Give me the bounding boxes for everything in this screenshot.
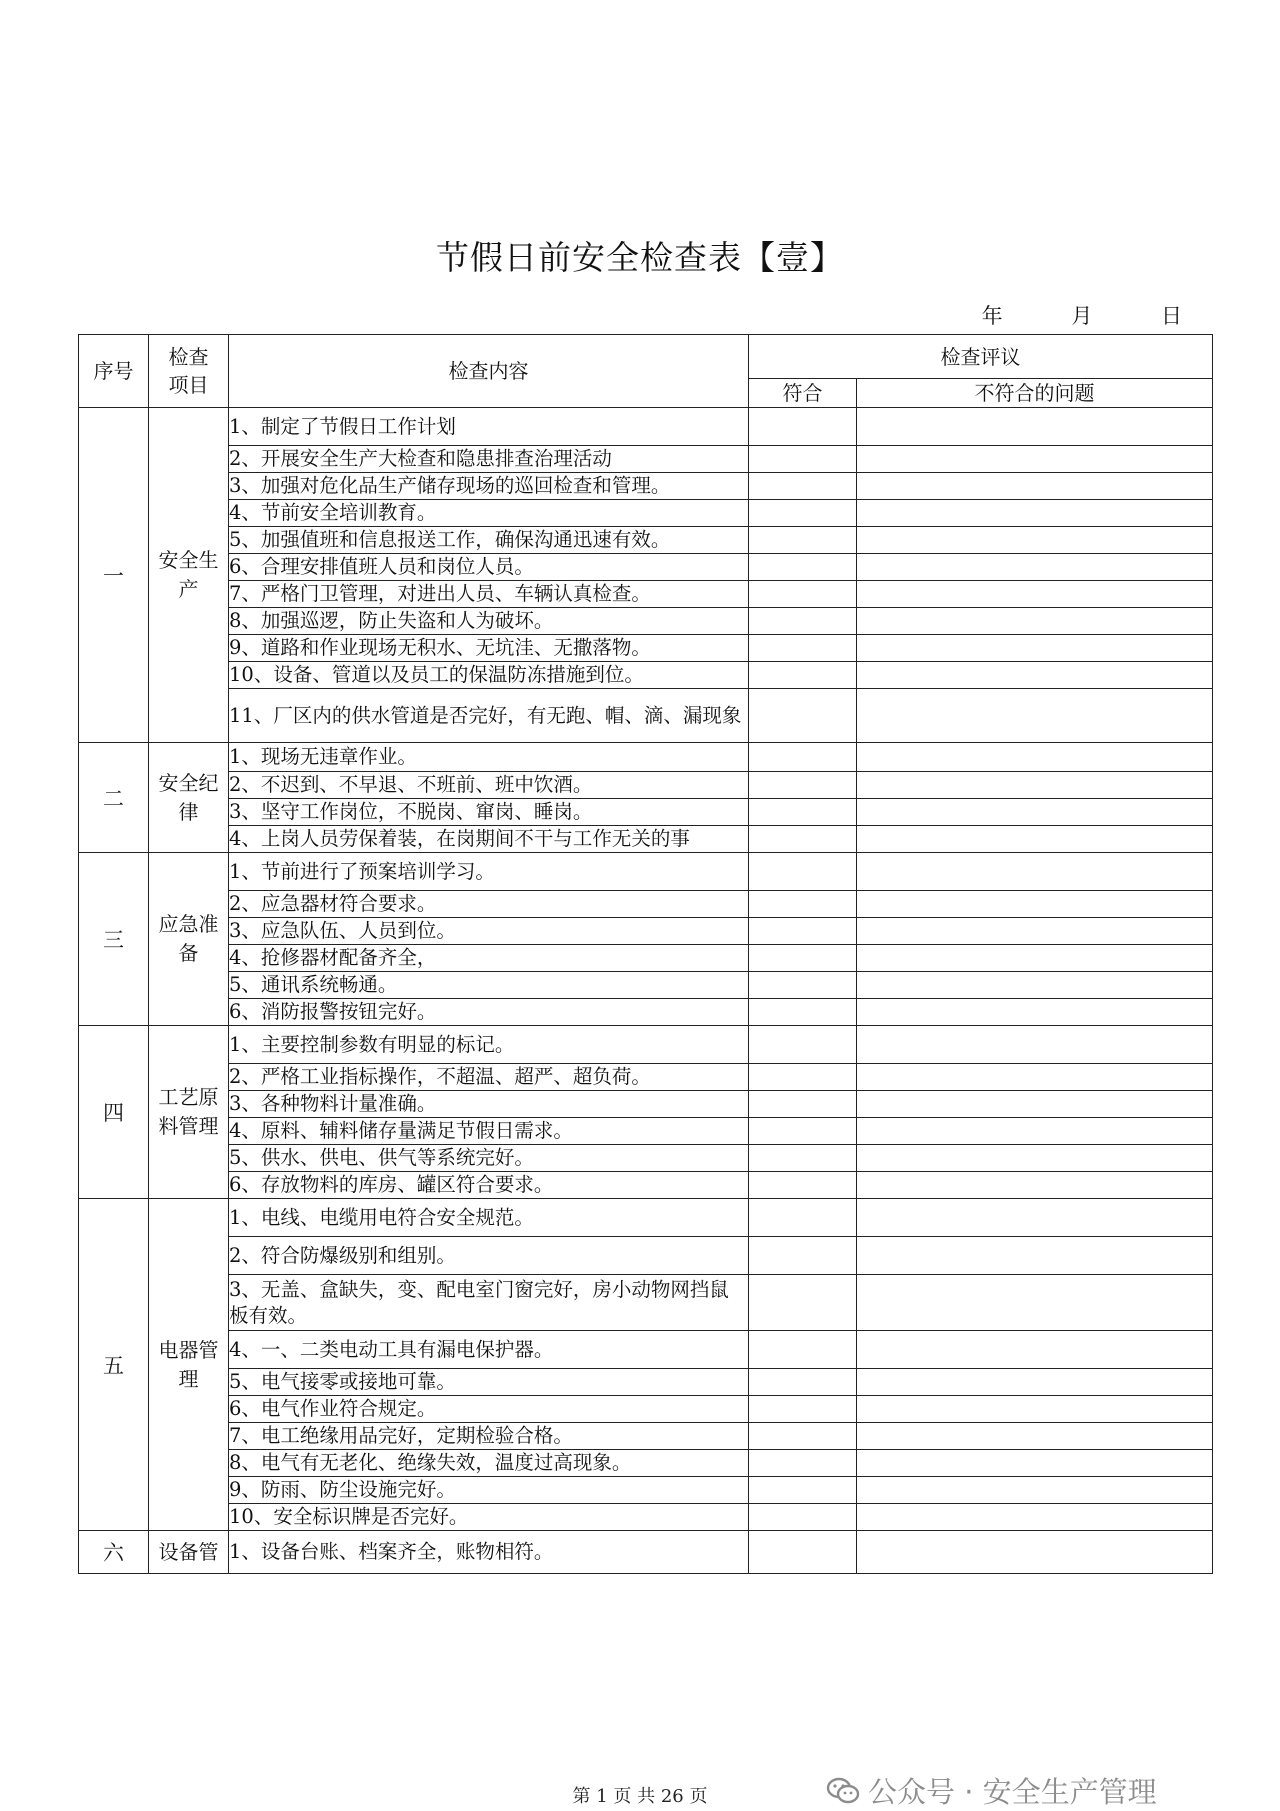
conform-cell[interactable] xyxy=(749,1423,857,1450)
table-row xyxy=(79,826,1213,853)
nonconform-cell[interactable] xyxy=(857,581,1213,608)
nonconform-cell[interactable] xyxy=(857,1064,1213,1091)
table-row xyxy=(79,408,1213,446)
table-row xyxy=(79,1064,1213,1091)
header-content: 检查内容 xyxy=(229,335,749,408)
conform-cell[interactable] xyxy=(749,408,857,446)
conform-cell[interactable] xyxy=(749,1064,857,1091)
conform-cell[interactable] xyxy=(749,1504,857,1531)
check-item: 4、节前安全培训教育。 xyxy=(229,500,749,527)
check-item: 2、严格工业指标操作，不超温、超严、超负荷。 xyxy=(229,1064,749,1091)
conform-cell[interactable] xyxy=(749,500,857,527)
conform-cell[interactable] xyxy=(749,1091,857,1118)
check-item: 6、消防报警按钮完好。 xyxy=(229,999,749,1026)
table-row xyxy=(79,891,1213,918)
table-row xyxy=(79,772,1213,799)
check-item: 1、节前进行了预案培训学习。 xyxy=(229,853,749,891)
date-year: 年 xyxy=(981,304,1003,328)
watermark-text: 公众号 · 安全生产管理 xyxy=(868,1775,1157,1809)
conform-cell[interactable] xyxy=(749,1118,857,1145)
conform-cell[interactable] xyxy=(749,1275,857,1331)
conform-cell[interactable] xyxy=(749,799,857,826)
conform-cell[interactable] xyxy=(749,918,857,945)
check-item: 8、电气有无老化、绝缘失效，温度过高现象。 xyxy=(229,1450,749,1477)
section-number: 三 xyxy=(79,853,149,1026)
nonconform-cell[interactable] xyxy=(857,1477,1213,1504)
nonconform-cell[interactable] xyxy=(857,1199,1213,1237)
check-item: 1、设备台账、档案齐全，账物相符。 xyxy=(229,1531,749,1574)
header-category-line2: 项目 xyxy=(168,373,209,397)
table-row xyxy=(79,554,1213,581)
check-item: 2、应急器材符合要求。 xyxy=(229,891,749,918)
header-seq: 序号 xyxy=(79,335,149,408)
table-row xyxy=(79,1145,1213,1172)
nonconform-cell[interactable] xyxy=(857,826,1213,853)
date-line xyxy=(982,300,1182,330)
table-row xyxy=(79,1118,1213,1145)
table-row xyxy=(79,689,1213,743)
check-item: 6、存放物料的库房、罐区符合要求。 xyxy=(229,1172,749,1199)
section-number: 四 xyxy=(79,1026,149,1199)
conform-cell[interactable] xyxy=(749,1531,857,1574)
check-item: 3、应急队伍、人员到位。 xyxy=(229,918,749,945)
nonconform-cell[interactable] xyxy=(857,527,1213,554)
nonconform-cell[interactable] xyxy=(857,1118,1213,1145)
table-row xyxy=(79,581,1213,608)
page-title: 节假日前安全检查表【壹】 xyxy=(436,238,844,277)
nonconform-cell[interactable] xyxy=(857,1396,1213,1423)
table-row xyxy=(79,853,1213,891)
conform-cell[interactable] xyxy=(749,608,857,635)
table-row xyxy=(79,1369,1213,1396)
table-row xyxy=(79,662,1213,689)
check-item: 7、电工绝缘用品完好，定期检验合格。 xyxy=(229,1423,749,1450)
nonconform-cell[interactable] xyxy=(857,772,1213,799)
conform-cell[interactable] xyxy=(749,473,857,500)
table-row xyxy=(79,500,1213,527)
check-item: 8、加强巡逻，防止失盗和人为破坏。 xyxy=(229,608,749,635)
nonconform-cell[interactable] xyxy=(857,799,1213,826)
nonconform-cell[interactable] xyxy=(857,1145,1213,1172)
conform-cell[interactable] xyxy=(749,1026,857,1064)
nonconform-cell[interactable] xyxy=(857,972,1213,999)
conform-cell[interactable] xyxy=(749,945,857,972)
nonconform-cell[interactable] xyxy=(857,1275,1213,1331)
check-item: 4、一、二类电动工具有漏电保护器。 xyxy=(229,1331,749,1369)
table-row xyxy=(79,635,1213,662)
nonconform-cell[interactable] xyxy=(857,554,1213,581)
table-row xyxy=(79,945,1213,972)
nonconform-cell[interactable] xyxy=(857,1423,1213,1450)
conform-cell[interactable] xyxy=(749,972,857,999)
conform-cell[interactable] xyxy=(749,1477,857,1504)
nonconform-cell[interactable] xyxy=(857,608,1213,635)
nonconform-cell[interactable] xyxy=(857,891,1213,918)
table-row xyxy=(79,608,1213,635)
page-footer: 第 1 页 共 26 页 xyxy=(572,1786,708,1807)
nonconform-cell[interactable] xyxy=(857,1237,1213,1275)
section-category: 应急准备 xyxy=(149,853,229,1026)
check-item: 7、严格门卫管理，对进出人员、车辆认真检查。 xyxy=(229,581,749,608)
nonconform-cell[interactable] xyxy=(857,635,1213,662)
check-item: 11、厂区内的供水管道是否完好，有无跑、帽、滴、漏现象 xyxy=(229,689,749,743)
section-number: 五 xyxy=(79,1199,149,1531)
nonconform-cell[interactable] xyxy=(857,473,1213,500)
check-item: 4、原料、辅料储存量满足节假日需求。 xyxy=(229,1118,749,1145)
conform-cell[interactable] xyxy=(749,662,857,689)
table-row xyxy=(79,1026,1213,1064)
conform-cell[interactable] xyxy=(749,527,857,554)
nonconform-cell[interactable] xyxy=(857,1172,1213,1199)
check-item: 5、通讯系统畅通。 xyxy=(229,972,749,999)
header-category xyxy=(149,335,229,408)
conform-cell[interactable] xyxy=(749,446,857,473)
conform-cell[interactable] xyxy=(749,1450,857,1477)
nonconform-cell[interactable] xyxy=(857,1331,1213,1369)
inspection-table xyxy=(78,334,1213,1574)
conform-cell[interactable] xyxy=(749,743,857,772)
check-item: 6、电气作业符合规定。 xyxy=(229,1396,749,1423)
table-row xyxy=(79,1450,1213,1477)
conform-cell[interactable] xyxy=(749,635,857,662)
watermark xyxy=(826,1770,1157,1811)
table-row xyxy=(79,743,1213,772)
nonconform-cell[interactable] xyxy=(857,1531,1213,1574)
nonconform-cell[interactable] xyxy=(857,1091,1213,1118)
nonconform-cell[interactable] xyxy=(857,1026,1213,1064)
table-row xyxy=(79,1477,1213,1504)
conform-cell[interactable] xyxy=(749,853,857,891)
nonconform-cell[interactable] xyxy=(857,999,1213,1026)
table-row xyxy=(79,1091,1213,1118)
conform-cell[interactable] xyxy=(749,1396,857,1423)
check-item: 3、坚守工作岗位，不脱岗、窜岗、睡岗。 xyxy=(229,799,749,826)
date-month: 月 xyxy=(1071,304,1093,328)
conform-cell[interactable] xyxy=(749,1331,857,1369)
table-row xyxy=(79,1423,1213,1450)
date-day: 日 xyxy=(1161,304,1182,328)
table-row xyxy=(79,1396,1213,1423)
check-item: 1、制定了节假日工作计划 xyxy=(229,408,749,446)
conform-cell[interactable] xyxy=(749,1199,857,1237)
table-row xyxy=(79,799,1213,826)
table-row xyxy=(79,446,1213,473)
check-item: 10、安全标识牌是否完好。 xyxy=(229,1504,749,1531)
nonconform-cell[interactable] xyxy=(857,918,1213,945)
conform-cell[interactable] xyxy=(749,891,857,918)
nonconform-cell[interactable] xyxy=(857,662,1213,689)
check-item: 3、无盖、盒缺失，变、配电室门窗完好，房小动物网挡鼠板有效。 xyxy=(229,1275,749,1331)
table-row xyxy=(79,999,1213,1026)
conform-cell[interactable] xyxy=(749,581,857,608)
section-number: 一 xyxy=(79,408,149,743)
conform-cell[interactable] xyxy=(749,999,857,1026)
check-item: 4、上岗人员劳保着装，在岗期间不干与工作无关的事 xyxy=(229,826,749,853)
check-item: 5、加强值班和信息报送工作，确保沟通迅速有效。 xyxy=(229,527,749,554)
table-row xyxy=(79,1172,1213,1199)
check-item: 9、防雨、防尘设施完好。 xyxy=(229,1477,749,1504)
table-row xyxy=(79,918,1213,945)
table-row xyxy=(79,1504,1213,1531)
section-number: 六 xyxy=(79,1531,149,1574)
table-row xyxy=(79,527,1213,554)
nonconform-cell[interactable] xyxy=(857,853,1213,891)
check-item: 4、抢修器材配备齐全， xyxy=(229,945,749,972)
nonconform-cell[interactable] xyxy=(857,1504,1213,1531)
conform-cell[interactable] xyxy=(749,1145,857,1172)
section-category: 安全生产 xyxy=(149,408,229,743)
check-item: 10、设备、管道以及员工的保温防冻措施到位。 xyxy=(229,662,749,689)
table-row xyxy=(79,1199,1213,1237)
section-category: 电器管理 xyxy=(149,1199,229,1531)
table-row xyxy=(79,1331,1213,1369)
nonconform-cell[interactable] xyxy=(857,1450,1213,1477)
conform-cell[interactable] xyxy=(749,826,857,853)
section-category: 工艺原料管理 xyxy=(149,1026,229,1199)
table-row xyxy=(79,972,1213,999)
conform-cell[interactable] xyxy=(749,1172,857,1199)
header-conform: 符合 xyxy=(749,379,857,408)
conform-cell[interactable] xyxy=(749,772,857,799)
table-row xyxy=(79,473,1213,500)
check-item: 2、符合防爆级别和组别。 xyxy=(229,1237,749,1275)
check-item: 2、开展安全生产大检查和隐患排查治理活动 xyxy=(229,446,749,473)
nonconform-cell[interactable] xyxy=(857,500,1213,527)
section-category: 安全纪律 xyxy=(149,743,229,853)
nonconform-cell[interactable] xyxy=(857,1369,1213,1396)
check-item: 6、合理安排值班人员和岗位人员。 xyxy=(229,554,749,581)
check-item: 3、各种物料计量准确。 xyxy=(229,1091,749,1118)
conform-cell[interactable] xyxy=(749,554,857,581)
table-row xyxy=(79,1275,1213,1331)
section-category: 设备管 xyxy=(149,1531,229,1574)
check-item: 1、现场无违章作业。 xyxy=(229,743,749,772)
check-item: 5、供水、供电、供气等系统完好。 xyxy=(229,1145,749,1172)
nonconform-cell[interactable] xyxy=(857,408,1213,446)
conform-cell[interactable] xyxy=(749,1369,857,1396)
check-item: 1、电线、电缆用电符合安全规范。 xyxy=(229,1199,749,1237)
nonconform-cell[interactable] xyxy=(857,945,1213,972)
table-row xyxy=(79,1237,1213,1275)
nonconform-cell[interactable] xyxy=(857,743,1213,772)
header-category-line1: 检查 xyxy=(168,345,209,369)
section-number: 二 xyxy=(79,743,149,853)
wechat-icon xyxy=(826,1776,860,1806)
check-item: 9、道路和作业现场无积水、无坑洼、无撒落物。 xyxy=(229,635,749,662)
nonconform-cell[interactable] xyxy=(857,446,1213,473)
conform-cell[interactable] xyxy=(749,1237,857,1275)
check-item: 3、加强对危化品生产储存现场的巡回检查和管理。 xyxy=(229,473,749,500)
check-item: 1、主要控制参数有明显的标记。 xyxy=(229,1026,749,1064)
check-item: 5、电气接零或接地可靠。 xyxy=(229,1369,749,1396)
conform-cell[interactable] xyxy=(749,689,857,743)
table-row xyxy=(79,1531,1213,1574)
header-nonconform: 不符合的问题 xyxy=(857,379,1213,408)
header-review: 检查评议 xyxy=(749,335,1213,379)
check-item: 2、不迟到、不早退、不班前、班中饮酒。 xyxy=(229,772,749,799)
nonconform-cell[interactable] xyxy=(857,689,1213,743)
